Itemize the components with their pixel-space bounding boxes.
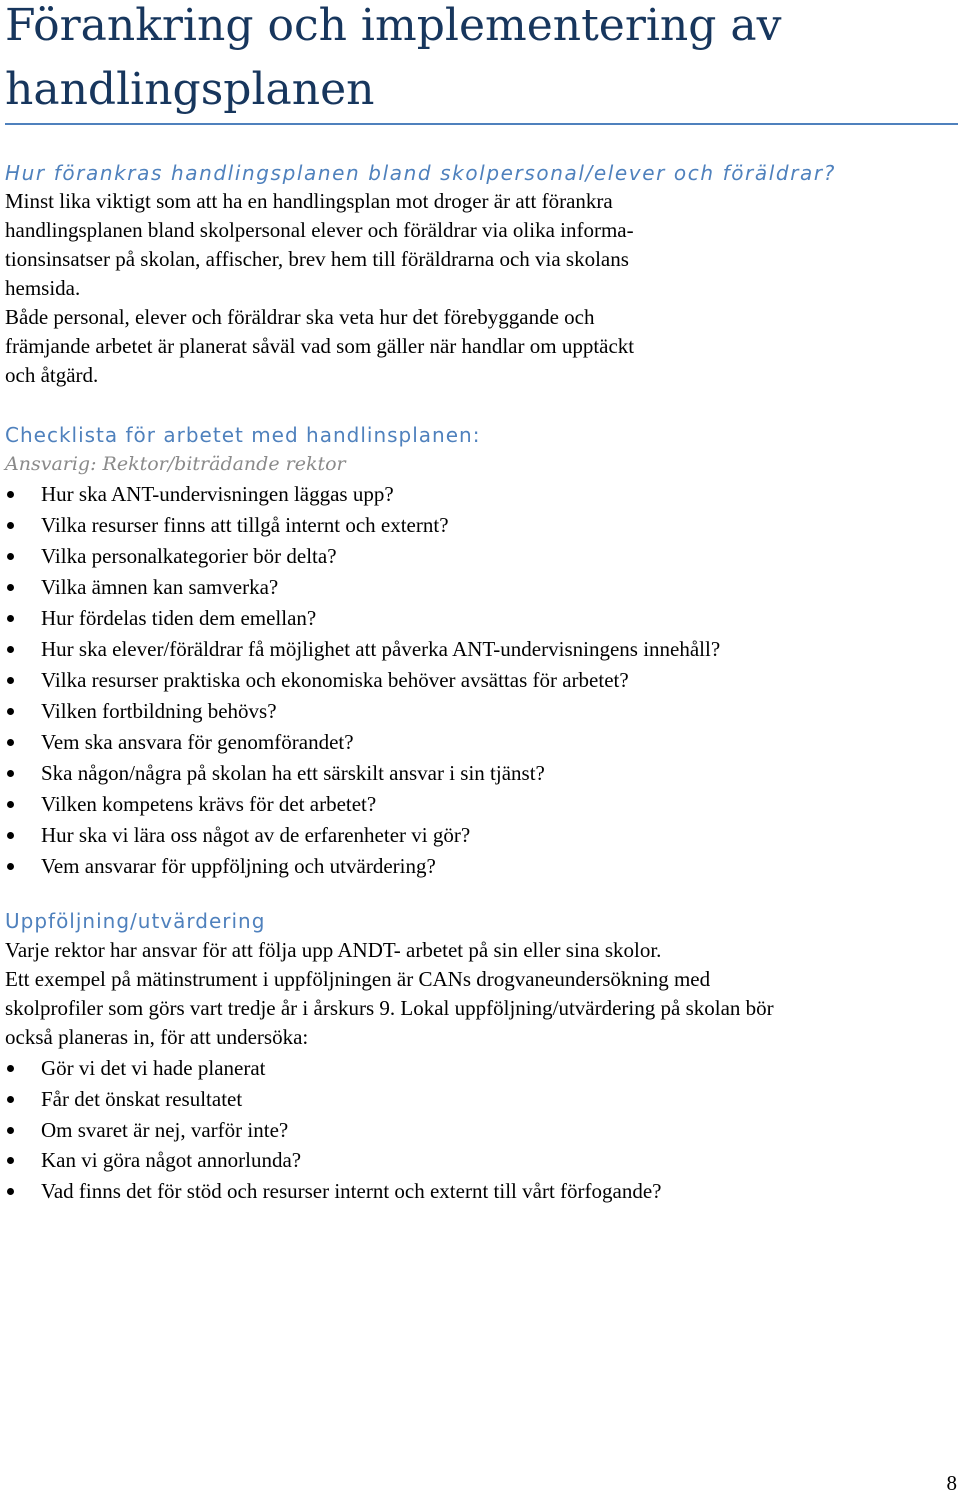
list-item: Vad finns det för stöd och resurser internt och externt till vårt förfogande?	[5, 1176, 661, 1207]
list-item: Ska någon/några på skolan ha ett särskilt ansvar i sin tjänst?	[5, 758, 720, 789]
text-line: Varje rektor har ansvar för att följa upp ANDT- arbetet på sin eller sina skolor.	[5, 938, 662, 962]
list-item: Får det önskat resultatet	[5, 1084, 661, 1115]
list-item: Hur ska vi lära oss något av de erfarenheter vi gör?	[5, 820, 720, 851]
page-number: 8	[946, 1471, 957, 1495]
text-line: Minst lika viktigt som att ha en handlingsplan mot droger är att förankra	[5, 189, 613, 213]
list-item: Vilka resurser finns att tillgå internt och externt?	[5, 510, 720, 541]
intro-heading: Hur förankras handlingsplanen bland skolpersonal/elever och föräldrar?	[5, 161, 836, 185]
checklist-responsible: Ansvarig: Rektor/biträdande rektor	[5, 453, 346, 475]
list-item: Om svaret är nej, varför inte?	[5, 1115, 661, 1146]
title-underline	[5, 123, 958, 125]
list-item: Vilken fortbildning behövs?	[5, 696, 720, 727]
followup-list	[5, 1053, 661, 1207]
followup-paragraph-2	[5, 965, 945, 1052]
text-line: också planeras in, för att undersöka:	[5, 1025, 309, 1049]
text-line: Både personal, elever och föräldrar ska veta hur det förebyggande och	[5, 305, 595, 329]
list-item: Vilka resurser praktiska och ekonomiska behöver avsättas för arbetet?	[5, 665, 720, 696]
checklist-list	[5, 479, 720, 882]
list-item: Hur ska ANT-undervisningen läggas upp?	[5, 479, 720, 510]
intro-paragraph-2	[5, 303, 945, 390]
list-item: Vilka personalkategorier bör delta?	[5, 541, 720, 572]
text-line: och åtgärd.	[5, 363, 99, 387]
list-item: Vem ska ansvara för genomförandet?	[5, 727, 720, 758]
text-line: Ett exempel på mätinstrument i uppföljningen är CANs drogvaneundersökning med	[5, 967, 711, 991]
text-line: hemsida.	[5, 276, 81, 300]
list-item: Hur ska elever/föräldrar få möjlighet att påverka ANT-undervisningens innehåll?	[5, 634, 720, 665]
list-item: Vem ansvarar för uppföljning och utvärdering?	[5, 851, 720, 882]
intro-paragraph-1	[5, 187, 945, 303]
list-item: Vilka ämnen kan samverka?	[5, 572, 720, 603]
text-line: tionsinsatser på skolan, affischer, brev hem till föräldrarna och via skolans	[5, 247, 629, 271]
text-line: främjande arbetet är planerat såväl vad som gäller när handlar om upptäckt	[5, 334, 635, 358]
followup-heading: Uppföljning/utvärdering	[5, 909, 266, 933]
list-item: Gör vi det vi hade planerat	[5, 1053, 661, 1084]
text-line: handlingsplanen bland skolpersonal elever och föräldrar via olika informa-	[5, 218, 634, 242]
list-item: Hur fördelas tiden dem emellan?	[5, 603, 720, 634]
list-item: Kan vi göra något annorlunda?	[5, 1145, 661, 1176]
list-item: Vilken kompetens krävs för det arbetet?	[5, 789, 720, 820]
text-line: skolprofiler som görs vart tredje år i årskurs 9. Lokal uppföljning/utvärdering på skolan bör	[5, 996, 774, 1020]
page-title: Förankring och implementering av handlingsplanen	[5, 0, 782, 115]
checklist-heading: Checklista för arbetet med handlinsplanen:	[5, 423, 481, 447]
followup-paragraph-1	[5, 936, 945, 965]
